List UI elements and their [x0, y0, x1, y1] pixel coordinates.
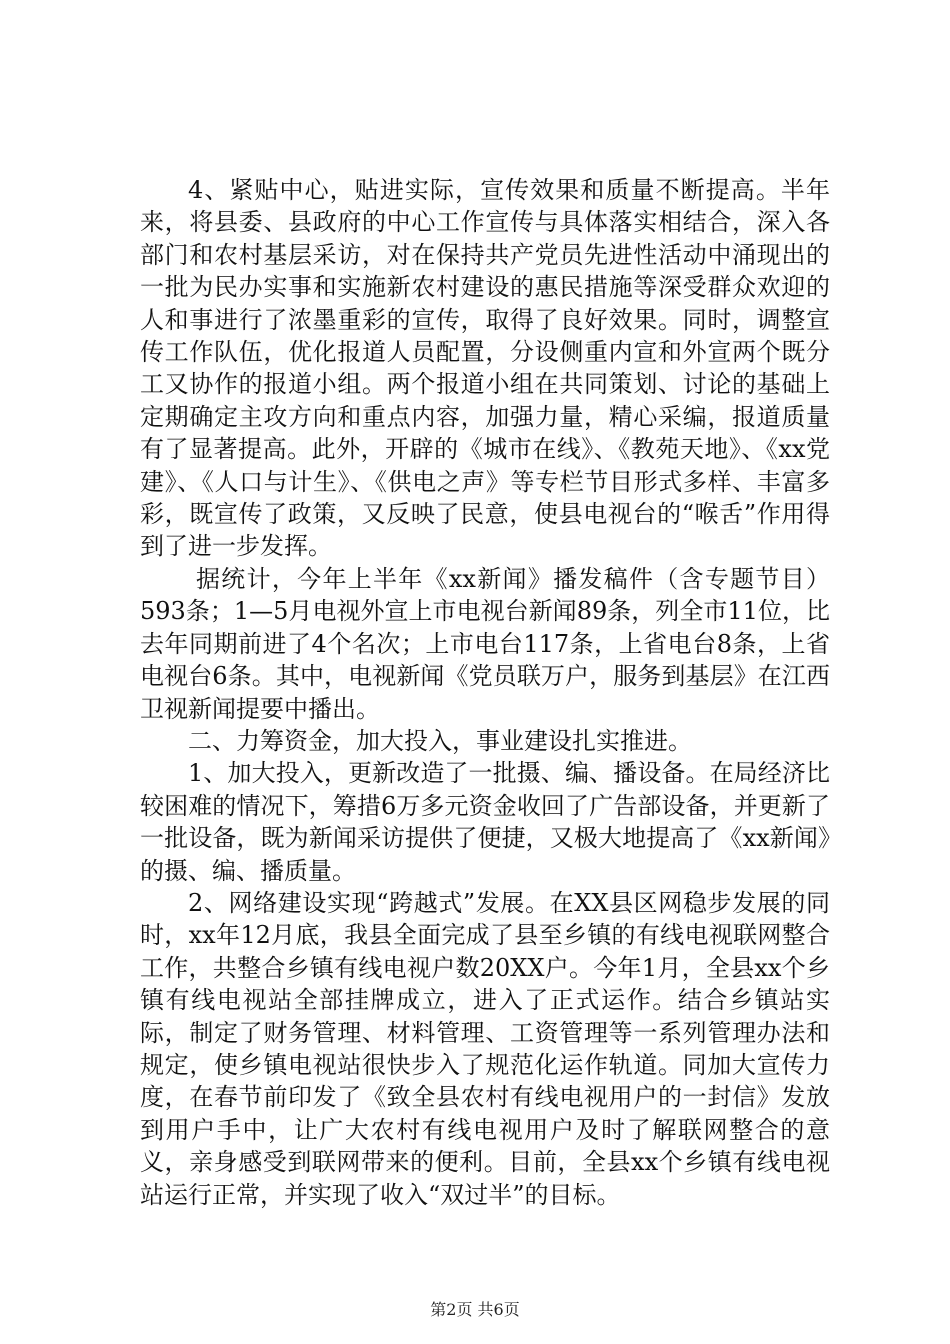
- section-heading-funding: 二、力筹资金，加大投入，事业建设扎实推进。: [188, 726, 692, 755]
- page-footer: 第2页 共6页: [430, 1300, 520, 1319]
- document-body: [140, 174, 830, 1211]
- paragraph-equipment-upgrade: 1、加大投入，更新改造了一批摄、编、播设备。在局经济比较困难的情况下，筹措6万多元资金收回了广告部设备，并更新了一批设备，既为新闻采访提供了便捷，又极大地提高了《xx新闻》的摄、编、播质量。: [140, 759, 830, 885]
- paragraph-network-construction: 2、网络建设实现“跨越式”发展。在XX县区网稳步发展的同时，xx年12月底，我县全面完成了县至乡镇的有线电视联网整合工作，共整合乡镇有线电视户数20XX户。今年1月，全县xx个乡镇有线电视站全部挂牌成立，进入了正式运作。结合乡镇站实际，制定了财务管理、材料管理、工资管理等一系列管理办法和规定，使乡镇电视站很快步入了规范化运作轨道。同加大宣传力度，在春节前印发了《致全县农村有线电视用户的一封信》发放到用户手中，让广大农村有线电视用户及时了解联网整合的意义，亲身感受到联网带来的便利。目前，全县xx个乡镇有线电视站运行正常，并实现了收入“双过半”的目标。: [140, 888, 830, 1209]
- paragraph-statistics: 据统计，今年上半年《xx新闻》播发稿件（含专题节目）593条；1—5月电视外宣上市电视台新闻89条，列全市11位，比去年同期前进了4个名次；上市电台117条，上省电台8条，上省电视台6条。其中，电视新闻《党员联万户，服务到基层》在江西卫视新闻提要中播出。: [140, 564, 830, 723]
- paragraph-publicity-quality: 4、紧贴中心，贴进实际，宣传效果和质量不断提高。半年来，将县委、县政府的中心工作宣传与具体落实相结合，深入各部门和农村基层采访，对在保持共产党员先进性活动中涌现出的一批为民办实事和实施新农村建设的惠民措施等深受群众欢迎的人和事进行了浓墨重彩的宣传，取得了良好效果。同时，调整宣传工作队伍，优化报道人员配置，分设侧重内宣和外宣两个既分工又协作的报道小组。两个报道小组在共同策划、讨论的基础上定期确定主攻方向和重点内容，加强力量，精心采编，报道质量有了显著提高。此外，开辟的《城市在线》、《教苑天地》、《xx党建》、《人口与计生》、《供电之声》等专栏节目形式多样、丰富多彩，既宣传了政策，又反映了民意，使县电视台的“喉舌”作用得到了进一步发挥。: [140, 176, 830, 561]
